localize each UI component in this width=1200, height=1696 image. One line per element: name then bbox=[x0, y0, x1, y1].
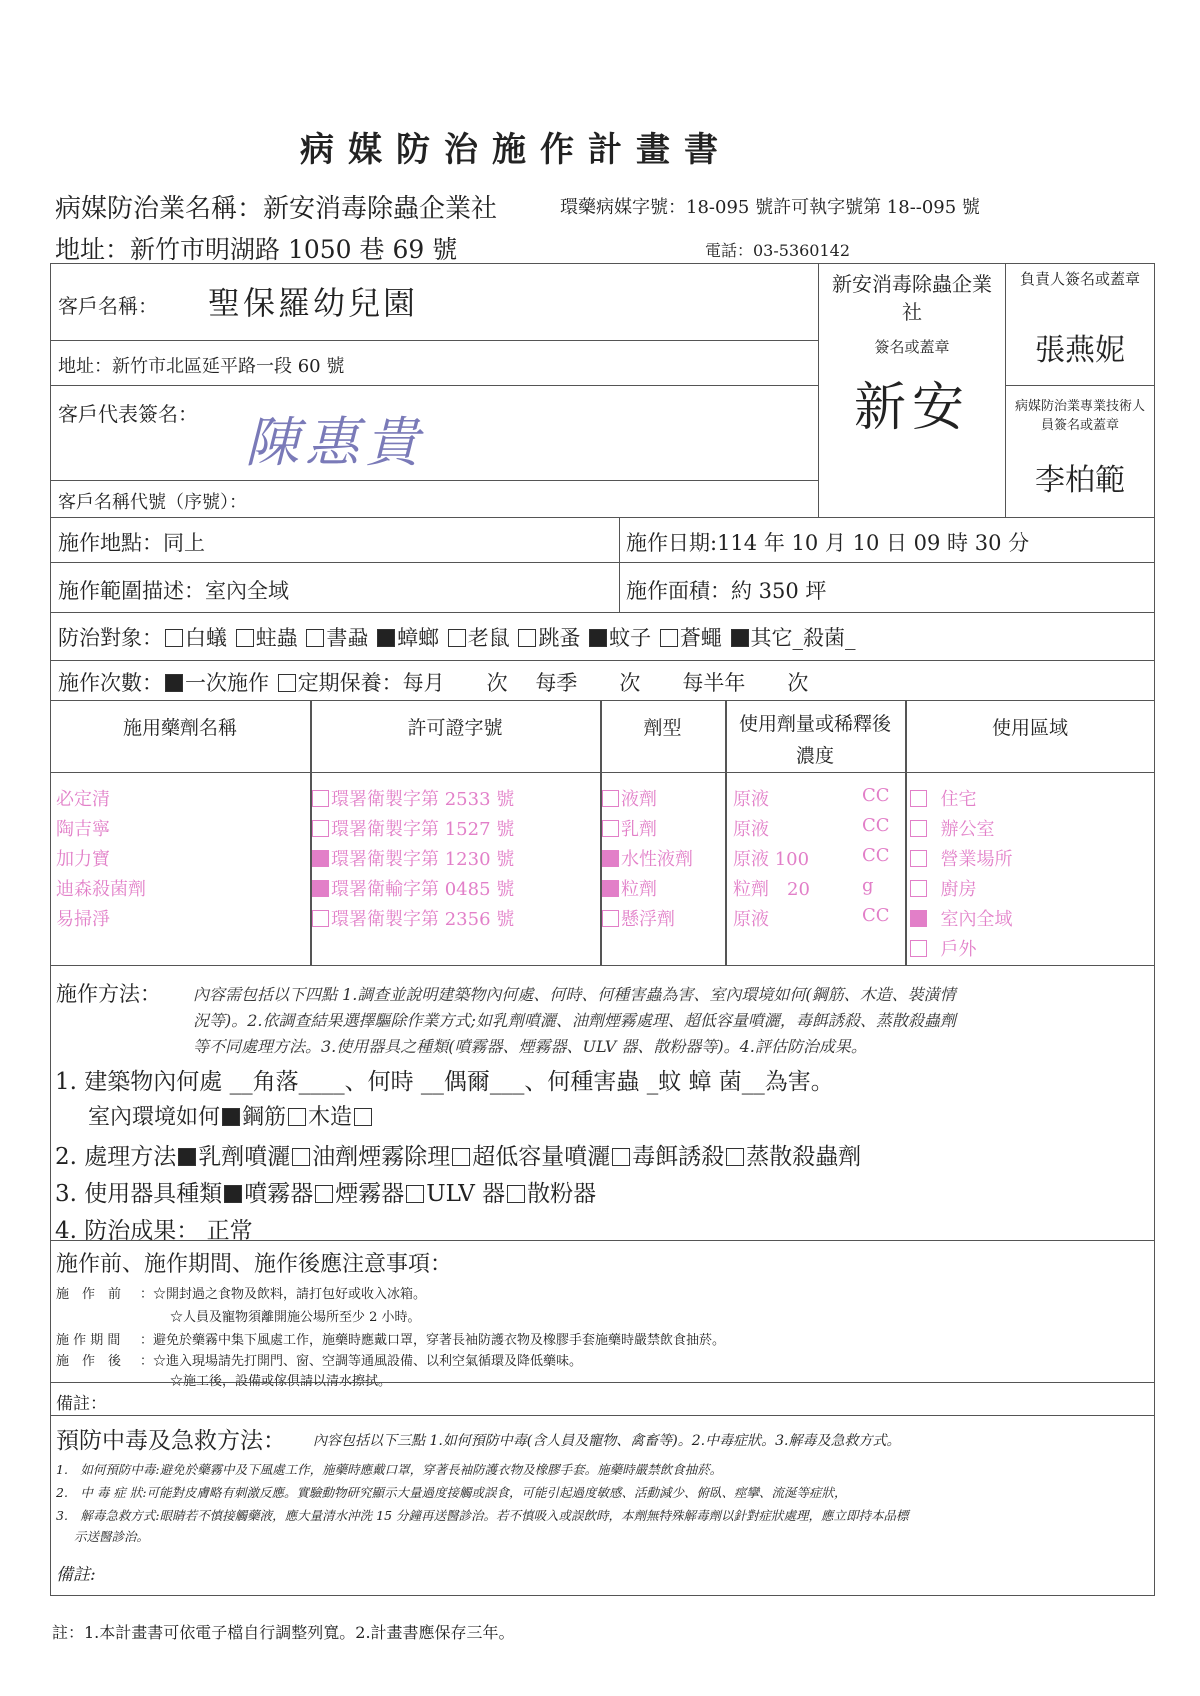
client-signature: 陳惠貴 bbox=[245, 411, 425, 474]
target-label: 蚊子 bbox=[609, 626, 652, 650]
chem-dose: 粒劑 20 bbox=[733, 879, 810, 900]
after-label: 施 作 後 bbox=[56, 1354, 122, 1369]
chem-area: 營業場所 bbox=[910, 845, 1012, 871]
method-option: 毒餌誘殺 bbox=[632, 1144, 725, 1170]
chem-area: 辦公室 bbox=[910, 815, 994, 841]
chem-name: 易掃淨 bbox=[56, 909, 110, 930]
chem-form: 乳劑 bbox=[602, 815, 657, 841]
during-label: 施 作 期 間 bbox=[56, 1333, 121, 1348]
method-option: 蒸散殺蟲劑 bbox=[746, 1144, 862, 1170]
tool-option: 散粉器 bbox=[527, 1181, 597, 1207]
form-checkbox[interactable] bbox=[602, 820, 619, 837]
column-header: 許可證字號 bbox=[407, 717, 503, 739]
method-label: 施作方法： bbox=[56, 982, 161, 1006]
after-note: ☆施工後，設備或傢俱請以清水擦拭。 bbox=[170, 1374, 392, 1389]
during-note: ：避免於藥霧中集下風處工作，施藥時應戴口罩，穿著長袖防護衣物及橡膠手套施藥時嚴禁飲食抽菸。 bbox=[140, 1333, 726, 1348]
area-checkbox[interactable] bbox=[910, 880, 927, 897]
company-sign-sub: 簽名或蓋章 bbox=[874, 338, 950, 356]
target-checkbox[interactable] bbox=[306, 629, 324, 647]
chem-license: 環署衛製字第 1230 號 bbox=[312, 845, 514, 871]
target-label: 書蝨 bbox=[326, 626, 369, 650]
method-checkbox[interactable] bbox=[612, 1148, 630, 1166]
company-phone: 電話：03-5360142 bbox=[705, 241, 851, 260]
method-option: 超低容量噴灑 bbox=[472, 1144, 611, 1170]
chem-area: 住宅 bbox=[910, 785, 976, 811]
chem-name: 陶吉寧 bbox=[56, 819, 110, 840]
form-checkbox[interactable] bbox=[602, 850, 619, 867]
chem-form: 液劑 bbox=[602, 785, 657, 811]
poison-item: 1. 如何預防中毒:避免於藥霧中及下風處工作，施藥時應戴口罩，穿著長袖防護衣物及橡膠手套。施藥時嚴禁飲食抽菸。 bbox=[56, 1462, 723, 1477]
chem-unit: CC bbox=[862, 905, 890, 926]
remark-row bbox=[50, 1382, 1155, 1416]
target-checkbox[interactable] bbox=[731, 629, 749, 647]
method-line-3: 3. 使用器具種類 噴霧器 煙霧器 ULV 器 散粉器 bbox=[55, 1181, 597, 1207]
site-date: 施作日期:114 年 10 月 10 日 09 時 30 分 bbox=[626, 531, 1030, 555]
site-location: 施作地點：同上 bbox=[58, 531, 205, 555]
method-line-4: 4. 防治成果： 正常 bbox=[55, 1218, 253, 1244]
license-checkbox[interactable] bbox=[312, 850, 329, 867]
client-rep-label: 客戶代表簽名： bbox=[58, 402, 198, 426]
chem-dose: 原液 100 bbox=[733, 849, 810, 870]
chem-dose: 原液 bbox=[733, 819, 769, 840]
chem-unit: CC bbox=[862, 845, 890, 866]
area-checkbox[interactable] bbox=[910, 820, 927, 837]
chem-license: 環署衛製字第 1527 號 bbox=[312, 815, 514, 841]
area-checkbox[interactable] bbox=[910, 850, 927, 867]
footer-note: 註：1.本計畫書可依電子檔自行調整列寬。2.計畫書應保存三年。 bbox=[52, 1623, 515, 1642]
chem-license: 環署衛製字第 2356 號 bbox=[312, 905, 514, 931]
area-checkbox[interactable] bbox=[910, 790, 927, 807]
tool-checkbox[interactable] bbox=[406, 1185, 424, 1203]
form-checkbox[interactable] bbox=[602, 880, 619, 897]
tech-signature: 李柏範 bbox=[1035, 463, 1125, 498]
site-area: 施作面積：約 350 坪 bbox=[626, 579, 827, 603]
method-environment: 室內環境如何 鋼筋 木造 bbox=[88, 1100, 374, 1131]
target-label: 白蟻 bbox=[185, 626, 227, 650]
before-note: ：☆開封過之食物及飲料，請打包好或收入冰箱。 bbox=[140, 1287, 427, 1302]
frequency: 施作次數： 一次施作 定期保養：每月 次 每季 次 每半年 次 bbox=[58, 671, 809, 695]
chem-name: 迪森殺菌劑 bbox=[56, 879, 146, 900]
chem-form: 粒劑 bbox=[602, 875, 657, 901]
before-note: ☆人員及寵物須離開施公場所至少 2 小時。 bbox=[170, 1310, 421, 1325]
chem-license: 環署衛製字第 2533 號 bbox=[312, 785, 514, 811]
before-label: 施 作 前 bbox=[56, 1287, 122, 1302]
area-checkbox[interactable] bbox=[910, 940, 927, 957]
target-label: 跳蚤 bbox=[538, 626, 581, 650]
client-name-label: 客戶名稱： bbox=[58, 294, 158, 318]
target-label: 老鼠 bbox=[467, 626, 510, 650]
method-checkbox[interactable] bbox=[178, 1148, 196, 1166]
chem-form: 水性液劑 bbox=[602, 845, 693, 871]
form-checkbox[interactable] bbox=[602, 910, 619, 927]
method-option: 油劑煙霧除理 bbox=[312, 1144, 451, 1170]
site-scope: 施作範圍描述：室內全域 bbox=[58, 579, 289, 603]
tool-option: ULV 器 bbox=[426, 1181, 506, 1207]
target-checkbox[interactable] bbox=[448, 629, 466, 647]
column-header: 施用藥劑名稱 bbox=[122, 717, 237, 739]
poison-desc: 內容包括以下三點 1.如何預防中毒(含人員及寵物、禽畜等)。2.中毒症狀。3.解毒及急救方式。 bbox=[313, 1433, 901, 1449]
poison-title: 預防中毒及急救方法： bbox=[56, 1428, 286, 1454]
tool-option: 噴霧器 bbox=[244, 1181, 314, 1207]
method-desc: 等不同處理方法。3.使用器具之種類(噴霧器、煙霧器、ULV 器、散粉器等)。4.評估防治成果。 bbox=[193, 1037, 867, 1056]
target-label: 蛀蟲 bbox=[255, 626, 298, 650]
company-sign-label: 新安消毒除蟲企業社 bbox=[832, 272, 992, 324]
target-checkbox[interactable] bbox=[236, 629, 254, 647]
license-checkbox[interactable] bbox=[312, 790, 329, 807]
column-divider bbox=[725, 700, 727, 966]
chem-unit: CC bbox=[862, 785, 890, 806]
target-checkbox[interactable] bbox=[377, 629, 395, 647]
chem-area: 戶外 bbox=[910, 935, 976, 961]
client-code-label: 客戶名稱代號（序號）： bbox=[58, 492, 247, 513]
chem-form: 懸浮劑 bbox=[602, 905, 675, 931]
chem-license: 環署衛輸字第 0485 號 bbox=[312, 875, 514, 901]
form-checkbox[interactable] bbox=[602, 790, 619, 807]
company-address: 地址：新竹市明湖路 1050 巷 69 號 bbox=[55, 235, 458, 264]
method-line-2: 2. 處理方法 乳劑噴灑 油劑煙霧除理 超低容量噴灑 毒餌誘殺 蒸散殺蟲劑 bbox=[55, 1144, 862, 1170]
target-label: 蟑螂 bbox=[397, 626, 440, 650]
poison-remark: 備註: bbox=[56, 1565, 96, 1585]
chem-name: 加力寶 bbox=[56, 849, 110, 870]
license-checkbox[interactable] bbox=[312, 880, 329, 897]
license-checkbox[interactable] bbox=[312, 820, 329, 837]
target-label: 蒼蠅 bbox=[679, 626, 722, 650]
method-line-1: 1. 建築物內何處 __角落____、何時 __偶爾___、何種害蟲 _蚊 蟑 菌__為害。 bbox=[55, 1069, 834, 1095]
company-stamp: 新安 bbox=[853, 378, 970, 438]
license-checkbox[interactable] bbox=[312, 910, 329, 927]
chem-unit: CC bbox=[862, 815, 890, 836]
periodic-checkbox[interactable] bbox=[278, 674, 296, 692]
notes-title: 施作前、施作期間、施作後應注意事項： bbox=[56, 1252, 453, 1277]
doc-title: 病媒防治施作計畫書 bbox=[300, 130, 732, 170]
method-desc: 內容需包括以下四點 1.調查並說明建築物內何處、何時、何種害蟲為害、室內環境如何(鋼筋、木造、裝潢情 bbox=[193, 985, 956, 1004]
column-header: 劑型 bbox=[643, 717, 682, 739]
chem-dose: 原液 bbox=[733, 909, 769, 930]
poison-item: 2. 中 毒 症 狀:可能對皮膚略有刺激反應。實驗動物研究顯示大量過度接觸或誤食，可能引起過度敏感、活動減少、俯臥、痙攣、流涎等症狀， bbox=[56, 1485, 847, 1500]
column-header: 使用劑量或稀釋後濃度 bbox=[738, 713, 891, 767]
target-label: 其它_殺菌_ bbox=[750, 626, 856, 650]
remark-label: 備註： bbox=[56, 1394, 107, 1414]
after-note: ：☆進入現場請先打開門、窗、空調等通風設備、以利空氣循環及降低藥味。 bbox=[140, 1354, 583, 1369]
chem-name: 必定清 bbox=[56, 789, 110, 810]
method-checkbox[interactable] bbox=[452, 1148, 470, 1166]
chem-area: 室內全域 bbox=[910, 905, 1012, 931]
tool-option: 煙霧器 bbox=[335, 1181, 405, 1207]
other-checkbox[interactable] bbox=[354, 1108, 372, 1126]
method-checkbox[interactable] bbox=[726, 1148, 744, 1166]
tool-checkbox[interactable] bbox=[315, 1185, 333, 1203]
method-option: 乳劑噴灑 bbox=[198, 1144, 291, 1170]
client-name: 聖保羅幼兒園 bbox=[208, 284, 419, 322]
tech-label: 病媒防治業專業技術人員簽名或蓋章 bbox=[1014, 399, 1145, 433]
method-checkbox[interactable] bbox=[292, 1148, 310, 1166]
target-checkbox[interactable] bbox=[165, 629, 183, 647]
area-checkbox[interactable] bbox=[910, 910, 927, 927]
client-address: 地址：新竹市北區延平路一段 60 號 bbox=[58, 356, 345, 377]
poison-item: 3. 解毒急救方式:眼睛若不慎接觸藥液，應大量清水沖洗 15 分鐘再送醫診治。若不慎吸入或誤飲時，本劑無特殊解毒劑以針對症狀處理，應立即持本品標 bbox=[56, 1508, 909, 1523]
column-header: 使用區域 bbox=[991, 717, 1068, 739]
owner-label: 負責人簽名或蓋章 bbox=[1019, 270, 1140, 288]
steel-checkbox[interactable] bbox=[222, 1108, 240, 1126]
chem-area: 廚房 bbox=[910, 875, 976, 901]
company-name: 病媒防治業名稱：新安消毒除蟲企業社 bbox=[55, 194, 498, 224]
poison-item: 示送醫診治。 bbox=[74, 1529, 150, 1544]
once-checkbox[interactable] bbox=[165, 674, 183, 692]
tool-checkbox[interactable] bbox=[507, 1185, 525, 1203]
chem-dose: 原液 bbox=[733, 789, 769, 810]
company-license: 環藥病媒字號：18-095 號許可執字號第 18--095 號 bbox=[560, 197, 980, 218]
owner-signature: 張燕妮 bbox=[1035, 333, 1125, 368]
wood-checkbox[interactable] bbox=[288, 1108, 306, 1126]
tool-checkbox[interactable] bbox=[224, 1185, 242, 1203]
chem-unit: g bbox=[862, 875, 874, 896]
target-checkbox[interactable] bbox=[589, 629, 607, 647]
targets: 防治對象： 白蟻 蛀蟲 書蝨 蟑螂 老鼠 跳蚤 蚊子 蒼蠅 其它_殺菌_ bbox=[58, 626, 856, 650]
method-desc: 況等)。2.依調查結果選擇驅除作業方式;如乳劑噴灑、油劑煙霧處理、超低容量噴灑，毒餌誘殺、蒸散殺蟲劑 bbox=[193, 1011, 956, 1030]
target-checkbox[interactable] bbox=[660, 629, 678, 647]
target-checkbox[interactable] bbox=[518, 629, 536, 647]
